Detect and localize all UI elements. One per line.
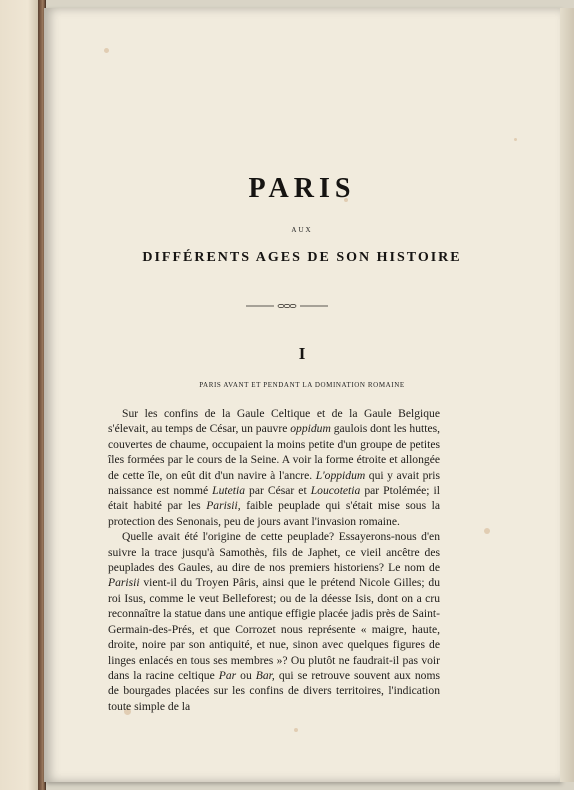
text-run: ou [236,668,256,682]
italic-run: Lutetia [212,484,246,498]
text-run: qui y avait pris naissance est nommé [108,468,440,498]
text-run: Sur les confins de la Gaule Celtique et de la Gaule Belgique s'élevait, au temps de César, un pauvre [108,407,440,436]
italic-run: oppidum [290,422,331,436]
text-run: Quelle avait été l'origine de cette peuplade? Essayerons-nous d'en suivre la trace jusqu'à Samothès, fils de Japhet, ce vieil ancêtre des peuplades des Gaules, au dire de nos premiers historiens? Le nom de [108,530,440,575]
italic-run: Parisii [108,576,140,590]
page-block-edge [560,8,574,782]
foxing-spot [484,528,490,534]
body-text [108,406,440,714]
paragraph [108,406,440,529]
text-run: vient-il du Troyen Pâris, ainsi que le prétend Nicole Gilles; du roi Isus, comme le veut Belleforest; ou de la déesse Isis, dont on a cru reconnaître la statue dans une antique effigie placée jadis près de Saint-Germain-des-Prés, et que Corrozet nous représente « maigre, haute, droite, noire par son antiquité, et nue, sinon avec quelques figures de linges enlacés en tous ses membres »? Ou plutôt ne faudrait-il pas voir dans la racine celtique [108,576,440,682]
text-run: par César et [245,484,311,498]
italic-run: Parisii, [206,499,241,513]
text-run: par Ptolémée; il était habité par les [108,484,440,513]
italic-run: Par [218,668,237,682]
italic-run: Bar, [255,668,275,682]
paragraph [108,529,440,714]
ornament-divider [246,303,328,309]
page-subtitle: DIFFÉRENTS AGES DE SON HISTOIRE [142,250,462,265]
italic-run: Loucotetia [310,484,361,498]
page-title: PARIS [248,173,356,204]
foxing-spot [294,728,298,732]
text-run: gaulois dont les huttes, couvertes de chaume, occupaient la moins petite d'un groupe de petites îles formées par le cours de la Seine. A voir la forme étroite et allongée de cette île, on eût dit d'un navire à l'ancre. [108,422,441,482]
text-run: faible peuplade qui s'était mise sous la protection des Senonais, peu de jours avant l'invasion romaine. [108,499,441,528]
previous-page-edge [0,0,42,790]
foxing-spot [104,48,109,53]
foxing-spot [514,138,517,141]
title-connector: AUX [291,226,313,234]
italic-run: L'oppidum [315,468,366,482]
text-run: qui se retrouve souvent aux noms de bourgades placées sur les confins de divers territoires, l'indication toute simple de la [108,668,441,713]
section-title: PARIS AVANT ET PENDANT LA DOMINATION ROMAINE [199,381,405,389]
section-number: I [298,344,306,363]
